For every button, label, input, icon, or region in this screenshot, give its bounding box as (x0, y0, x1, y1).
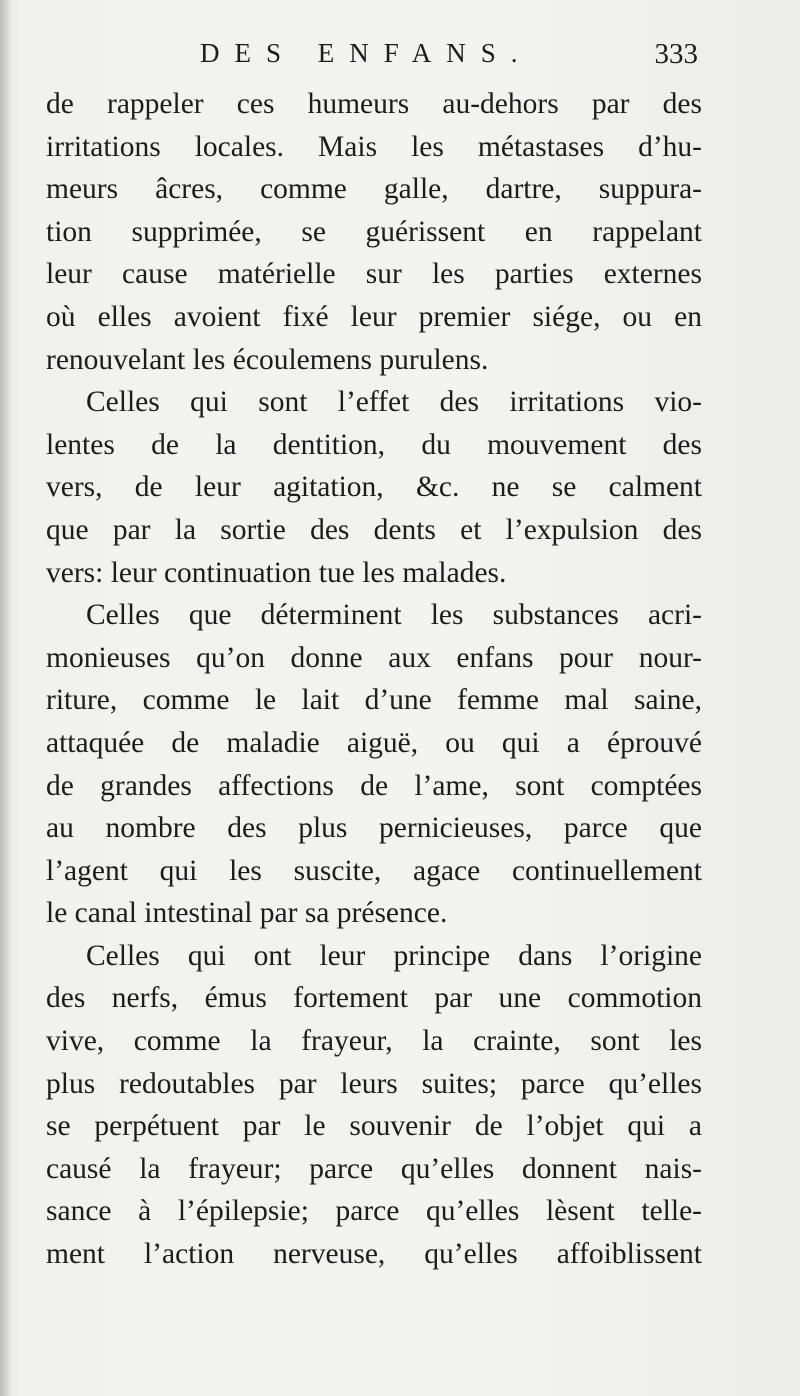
text-line: se perpétuent par le souvenir de l’objet qui a (46, 1110, 702, 1143)
body-text (46, 83, 702, 1276)
text-line: vive, comme la frayeur, la crainte, sont les (46, 1025, 702, 1058)
text-line: de rappeler ces humeurs au-dehors par des (46, 88, 702, 120)
text-line: où elles avoient fixé leur premier siége, ou en (46, 300, 702, 333)
text-line: le canal intestinal par sa présence. (46, 897, 448, 930)
text-line: vers, de leur agitation, &c. ne se calment (46, 471, 702, 504)
text-line: au nombre des plus pernicieuses, parce que (46, 812, 702, 845)
text-line: leur cause matérielle sur les parties externes (46, 258, 702, 291)
text-line: de grandes affections de l’ame, sont comptées (46, 769, 702, 802)
page-edge-shadow (0, 0, 10, 1396)
text-line: attaquée de maladie aiguë, ou qui a éprouvé (46, 726, 702, 759)
text-line: renouvelant les écoulemens purulens. (46, 343, 489, 376)
text-line: riture, comme le lait d’une femme mal saine, (46, 684, 702, 717)
running-header (0, 38, 800, 78)
text-line: lentes de la dentition, du mouvement des (46, 428, 702, 461)
text-line: l’agent qui les suscite, agace continuellement (46, 854, 702, 887)
text-line: meurs âcres, comme galle, dartre, suppura- (46, 173, 702, 206)
text-line: monieuses qu’on donne aux enfans pour nour- (46, 641, 702, 674)
page-number: 333 (654, 38, 698, 70)
text-line: sance à l’épilepsie; parce qu’elles lèsent telle- (46, 1195, 702, 1228)
text-line: Celles qui ont leur principe dans l’origine (86, 939, 702, 972)
text-line: causé la frayeur; parce qu’elles donnent nais- (46, 1152, 702, 1185)
running-title: DES ENFANS. (200, 38, 533, 68)
text-line: des nerfs, émus fortement par une commotion (46, 982, 702, 1015)
text-line: tion supprimée, se guérissent en rappelant (46, 215, 702, 248)
text-line: plus redoutables par leurs suites; parce qu’elles (46, 1067, 702, 1100)
text-line: vers: leur continuation tue les malades. (46, 556, 507, 589)
text-line: Celles qui sont l’effet des irritations vio- (86, 386, 702, 419)
text-line: que par la sortie des dents et l’expulsion des (46, 513, 702, 546)
text-line: Celles que déterminent les substances acri- (86, 599, 702, 632)
text-line: ment l’action nerveuse, qu’elles affoiblissent (46, 1238, 702, 1271)
text-line: irritations locales. Mais les métastases d’hu- (46, 130, 702, 163)
